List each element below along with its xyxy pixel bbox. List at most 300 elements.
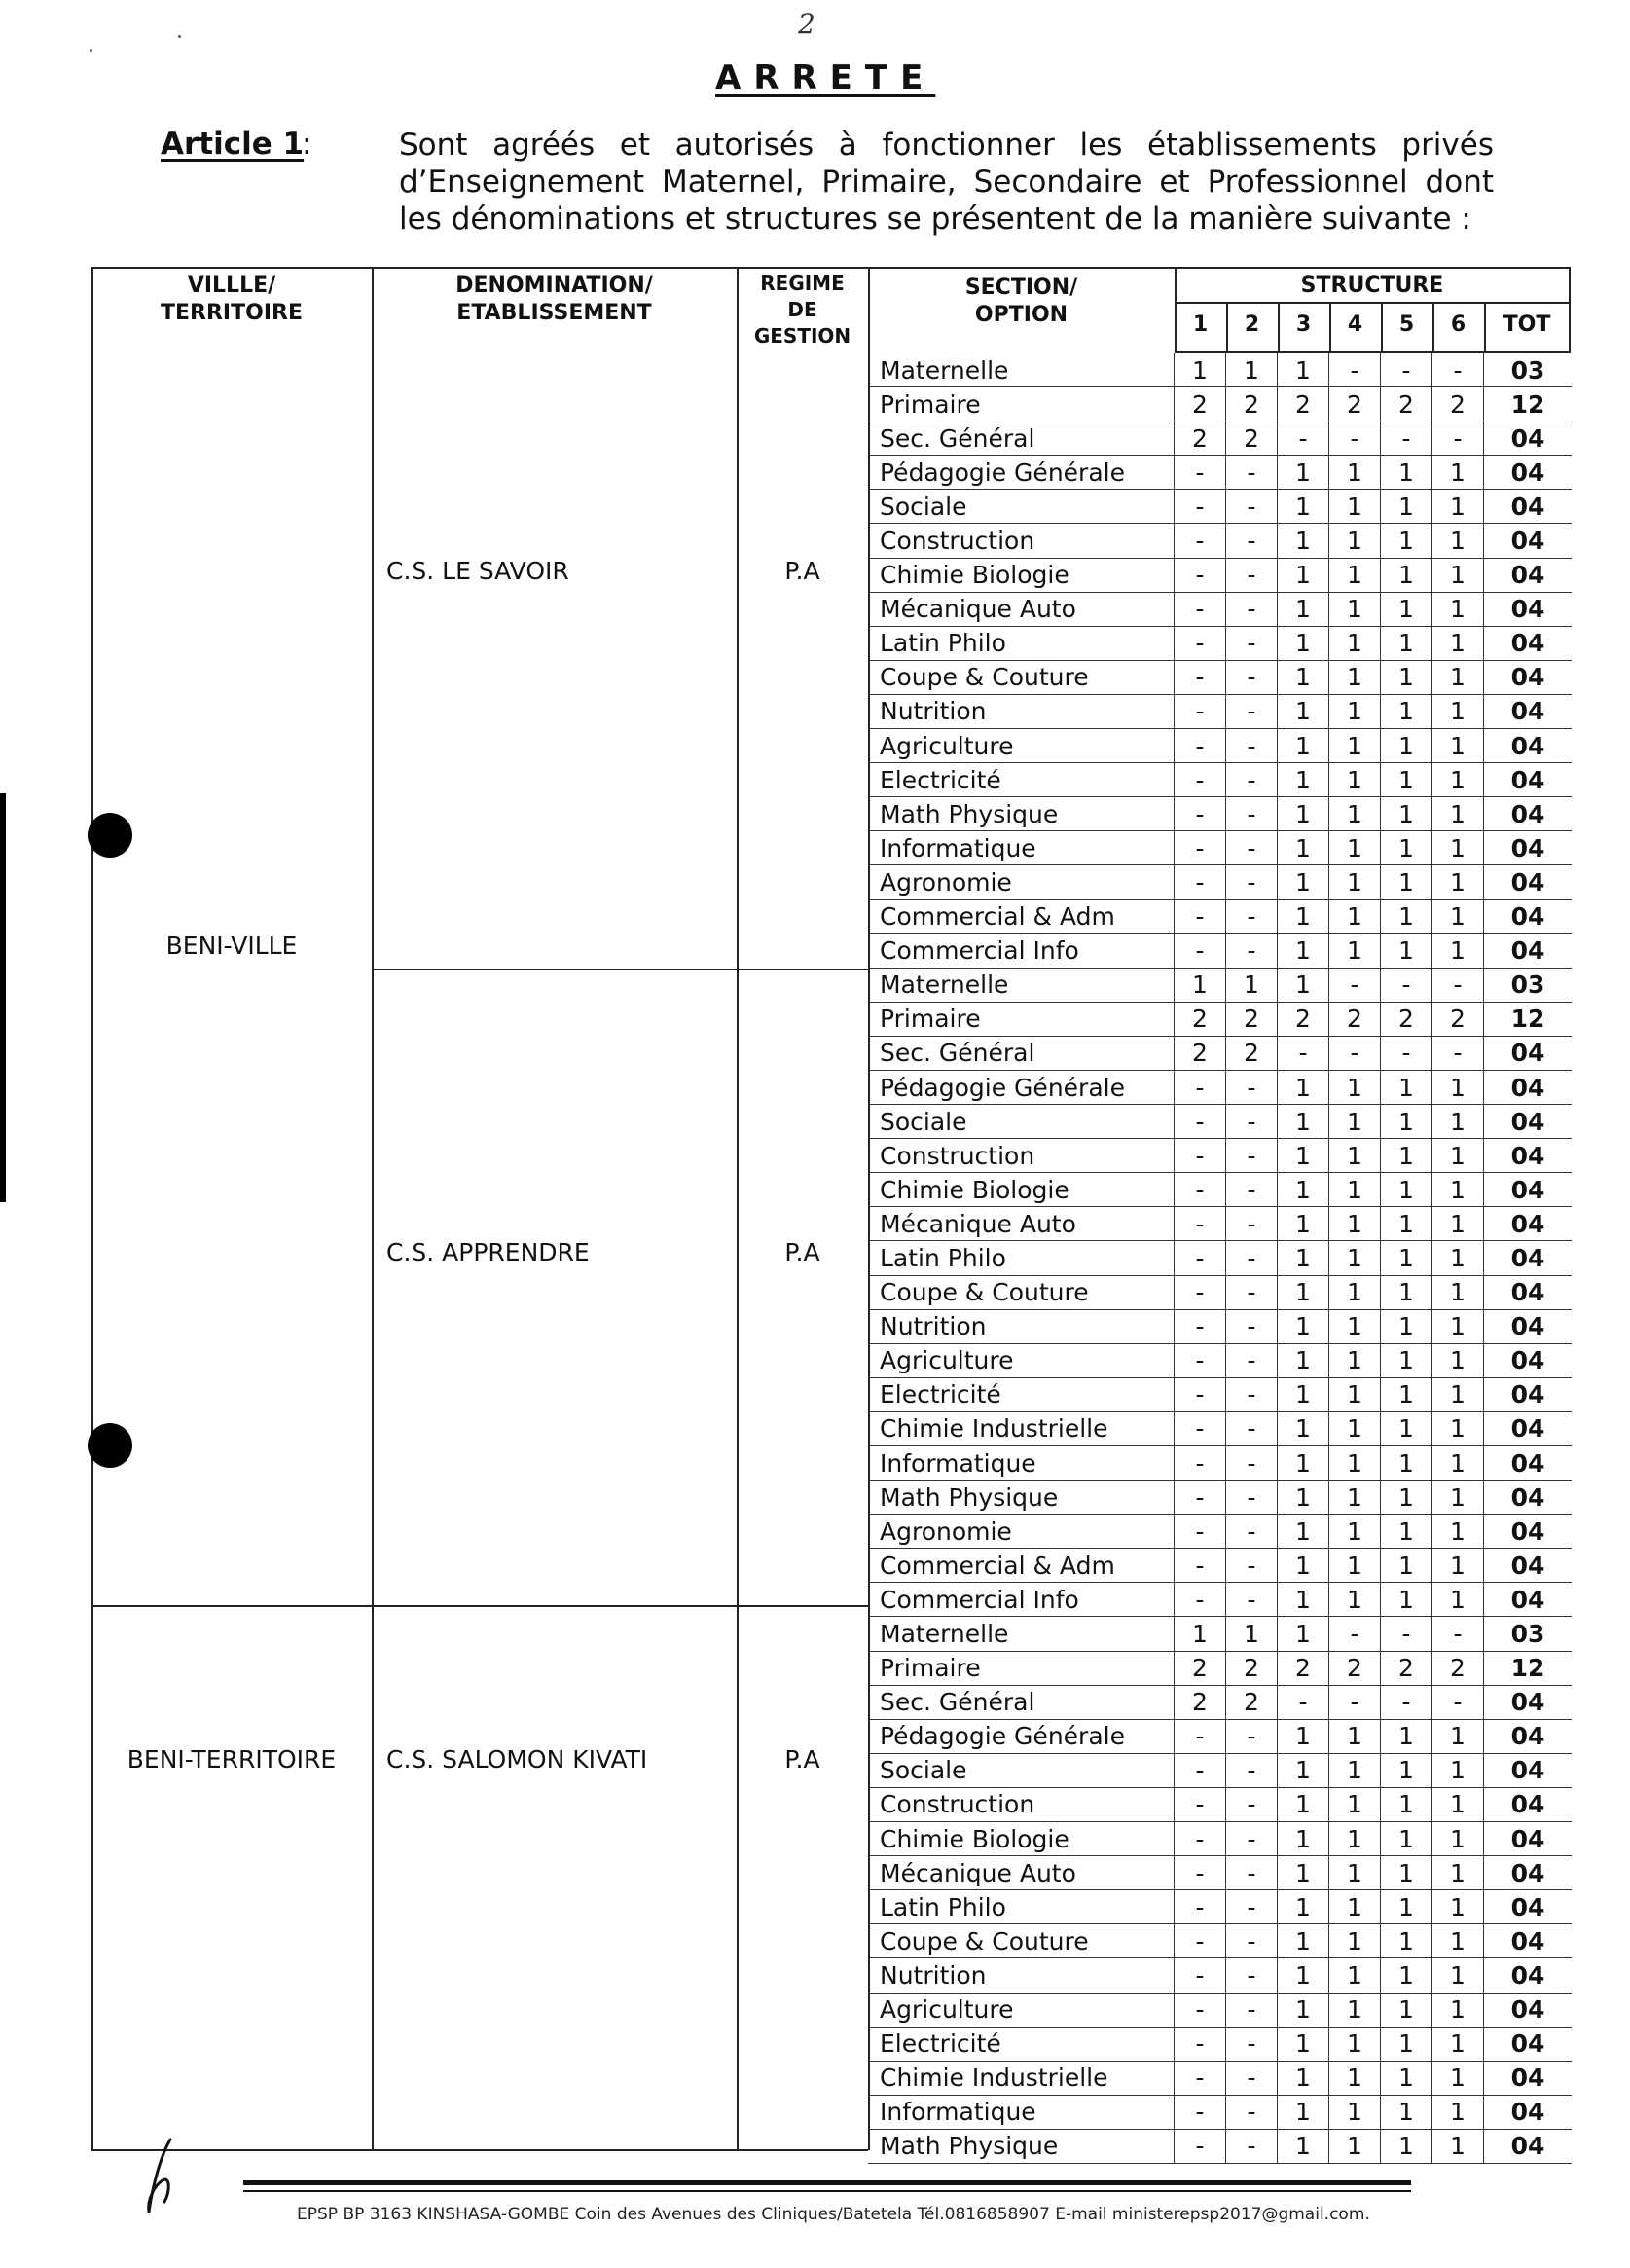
option-cell: Commercial & Adm xyxy=(868,1549,1175,1582)
total-cell: 04 xyxy=(1510,492,1545,521)
total-cell: 04 xyxy=(1510,1790,1545,1819)
year-cell: 1 xyxy=(1432,593,1484,626)
year-cell: 1 xyxy=(1278,2096,1329,2129)
page-number: 2 xyxy=(798,8,815,40)
year-cell: - xyxy=(1226,1515,1278,1548)
year-cell: 1 xyxy=(1329,661,1381,694)
total-cell: 04 xyxy=(1510,1448,1545,1478)
year-cell: 2 xyxy=(1278,1652,1329,1685)
year-cell: 1 xyxy=(1329,1412,1381,1445)
total-cell: 04 xyxy=(1510,2132,1545,2161)
year-cell: 1 xyxy=(1381,524,1432,557)
year-cell: 1 xyxy=(1329,1994,1381,2027)
year-cell: 2 xyxy=(1329,1652,1381,1685)
table-row xyxy=(868,1652,1572,1686)
table-row xyxy=(868,1549,1572,1583)
year-cell: 1 xyxy=(1278,1481,1329,1514)
year-cell: - xyxy=(1381,1686,1432,1719)
option-cell: Primaire xyxy=(868,1652,1175,1685)
total-cell: 04 xyxy=(1510,1995,1545,2025)
school-salomon-kivati: C.S. SALOMON KIVATI xyxy=(386,1745,648,1774)
year-cell: 2 xyxy=(1226,1003,1278,1036)
header-section xyxy=(868,274,1175,329)
year-cell: - xyxy=(1381,353,1432,386)
year-cell: 1 xyxy=(1278,1446,1329,1480)
year-cell: - xyxy=(1175,797,1226,830)
year-cell: 1 xyxy=(1432,1139,1484,1172)
option-cell: Mécanique Auto xyxy=(868,1207,1175,1240)
table-row xyxy=(868,1481,1572,1515)
total-cell: 04 xyxy=(1510,663,1545,692)
year-cell: 1 xyxy=(1432,524,1484,557)
total-cell: 04 xyxy=(1510,1960,1545,1990)
year-cell: 1 xyxy=(1278,1720,1329,1753)
year-cell: 1 xyxy=(1432,1958,1484,1992)
table-row xyxy=(868,2096,1572,2130)
option-cell: Sociale xyxy=(868,1105,1175,1138)
binder-hole xyxy=(88,1423,132,1468)
year-cell: 1 xyxy=(1432,1754,1484,1787)
table-row xyxy=(868,1994,1572,2028)
year-cell: 1 xyxy=(1329,2130,1381,2163)
year-cell: - xyxy=(1226,1139,1278,1172)
table-row xyxy=(868,627,1572,661)
total-cell: 04 xyxy=(1510,799,1545,828)
col-divider-ville xyxy=(372,267,374,2150)
year-cell: - xyxy=(1175,2062,1226,2095)
table-row xyxy=(868,1003,1572,1037)
year-cell: 1 xyxy=(1381,865,1432,898)
option-cell: Chimie Biologie xyxy=(868,559,1175,592)
option-cell: Commercial Info xyxy=(868,1583,1175,1616)
year-cell: - xyxy=(1226,1105,1278,1138)
option-cell: Mécanique Auto xyxy=(868,1856,1175,1889)
year-cell: 1 xyxy=(1381,1549,1432,1582)
year-cell: 1 xyxy=(1329,900,1381,933)
option-cell: Pédagogie Générale xyxy=(868,456,1175,489)
year-cell: 1 xyxy=(1329,1856,1381,1889)
total-cell: 04 xyxy=(1510,833,1545,862)
table-row xyxy=(868,421,1572,456)
table-row xyxy=(868,1856,1572,1890)
year-cell: 1 xyxy=(1432,1310,1484,1343)
total-cell: 04 xyxy=(1510,1551,1545,1580)
year-cell: 1 xyxy=(1329,729,1381,762)
total-cell: 12 xyxy=(1510,389,1545,419)
year-cell: 1 xyxy=(1381,1139,1432,1172)
table-row xyxy=(868,1378,1572,1412)
option-cell: Sec. Général xyxy=(868,1686,1175,1719)
year-cell: - xyxy=(1329,421,1381,455)
option-cell: Chimie Biologie xyxy=(868,1173,1175,1206)
year-cell: 1 xyxy=(1278,1515,1329,1548)
header-ville xyxy=(91,273,372,327)
year-cell: 1 xyxy=(1432,490,1484,523)
table-row xyxy=(868,1583,1572,1617)
year-cell: - xyxy=(1226,865,1278,898)
option-cell: Latin Philo xyxy=(868,1890,1175,1923)
option-cell: Coupe & Couture xyxy=(868,661,1175,694)
total-cell: 04 xyxy=(1510,457,1545,487)
year-cell: - xyxy=(1175,1310,1226,1343)
year-cell: 1 xyxy=(1329,2096,1381,2129)
year-cell: - xyxy=(1175,2096,1226,2129)
total-cell: 04 xyxy=(1510,1926,1545,1956)
year-cell: 1 xyxy=(1381,1071,1432,1104)
total-cell: 04 xyxy=(1510,629,1545,658)
table-row xyxy=(868,1822,1572,1856)
year-cell: - xyxy=(1432,353,1484,386)
table-row xyxy=(868,1617,1572,1651)
year-cell: 1 xyxy=(1381,559,1432,592)
year-cell: - xyxy=(1226,1344,1278,1377)
table-row xyxy=(868,1207,1572,1241)
total-cell: 03 xyxy=(1510,1620,1545,1649)
table-row xyxy=(868,831,1572,865)
year-cell: 1 xyxy=(1278,1924,1329,1957)
year-cell: - xyxy=(1175,2028,1226,2061)
year-cell: - xyxy=(1432,969,1484,1002)
table-row xyxy=(868,1958,1572,1993)
total-cell: 04 xyxy=(1510,1722,1545,1751)
total-cell: 04 xyxy=(1510,1175,1545,1204)
year-cell: 1 xyxy=(1381,1788,1432,1821)
year-cell: 1 xyxy=(1278,2062,1329,2095)
year-cell: 1 xyxy=(1329,763,1381,796)
document-title: ARRETE xyxy=(715,58,936,97)
year-cell: 1 xyxy=(1381,695,1432,728)
option-cell: Primaire xyxy=(868,1003,1175,1036)
year-cell: 2 xyxy=(1381,387,1432,421)
regime-school-2: P.A xyxy=(784,1238,820,1266)
year-cell: 1 xyxy=(1432,2062,1484,2095)
option-cell: Informatique xyxy=(868,1446,1175,1480)
year-cell: - xyxy=(1175,1276,1226,1309)
option-cell: Agriculture xyxy=(868,1994,1175,2027)
header-structure: STRUCTURE xyxy=(1300,274,1444,298)
year-cell: - xyxy=(1432,1037,1484,1070)
total-cell: 04 xyxy=(1510,527,1545,556)
year-cell: 1 xyxy=(1432,865,1484,898)
year-cell: - xyxy=(1175,559,1226,592)
header-year: 1 xyxy=(1192,312,1209,337)
year-cell: 1 xyxy=(1432,1207,1484,1240)
table-row xyxy=(868,2028,1572,2062)
option-cell: Nutrition xyxy=(868,1958,1175,1992)
group-divider-school-1 xyxy=(372,969,868,970)
school-le-savoir: C.S. LE SAVOIR xyxy=(386,557,569,585)
year-cell: 1 xyxy=(1381,1890,1432,1923)
option-cell: Construction xyxy=(868,1139,1175,1172)
header-year: 6 xyxy=(1450,312,1467,337)
year-cell: 1 xyxy=(1381,1378,1432,1411)
year-cell: 1 xyxy=(1278,1207,1329,1240)
year-cell: - xyxy=(1175,1105,1226,1138)
total-cell: 04 xyxy=(1510,595,1545,624)
table-row xyxy=(868,1788,1572,1822)
year-cell: 1 xyxy=(1175,969,1226,1002)
year-cell: - xyxy=(1226,2028,1278,2061)
year-cell: 1 xyxy=(1381,2028,1432,2061)
year-cell: 1 xyxy=(1432,661,1484,694)
year-cell: 1 xyxy=(1329,524,1381,557)
year-cell: - xyxy=(1175,1515,1226,1548)
table-row xyxy=(868,353,1572,387)
total-cell: 04 xyxy=(1510,1312,1545,1341)
year-cell: 1 xyxy=(1432,456,1484,489)
year-cell: 2 xyxy=(1278,387,1329,421)
regime-school-3: P.A xyxy=(784,1745,820,1774)
option-cell: Agriculture xyxy=(868,729,1175,762)
total-cell: 04 xyxy=(1510,2064,1545,2093)
year-cell: 1 xyxy=(1381,1310,1432,1343)
option-cell: Primaire xyxy=(868,387,1175,421)
year-cell: 1 xyxy=(1278,1071,1329,1104)
year-cell: 1 xyxy=(1329,1924,1381,1957)
year-cell: - xyxy=(1175,1856,1226,1889)
option-cell: Coupe & Couture xyxy=(868,1276,1175,1309)
year-cell: - xyxy=(1226,1412,1278,1445)
option-cell: Sociale xyxy=(868,490,1175,523)
option-cell: Sec. Général xyxy=(868,421,1175,455)
option-cell: Math Physique xyxy=(868,797,1175,830)
year-cell: 1 xyxy=(1381,1446,1432,1480)
year-cell: 1 xyxy=(1278,1276,1329,1309)
table-row xyxy=(868,1686,1572,1720)
year-cell: 1 xyxy=(1329,1310,1381,1343)
year-cell: 1 xyxy=(1381,763,1432,796)
total-cell: 04 xyxy=(1510,1346,1545,1375)
year-cell: 1 xyxy=(1278,1549,1329,1582)
year-cell: 1 xyxy=(1432,1924,1484,1957)
year-cell: 1 xyxy=(1432,797,1484,830)
year-cell: 1 xyxy=(1329,1446,1381,1480)
table-row xyxy=(868,1344,1572,1378)
year-cell: 1 xyxy=(1329,627,1381,660)
year-cell: - xyxy=(1175,865,1226,898)
year-cell: - xyxy=(1175,900,1226,933)
year-cell: 1 xyxy=(1329,456,1381,489)
year-cell: 1 xyxy=(1278,1310,1329,1343)
year-cell: 1 xyxy=(1381,2062,1432,2095)
year-cell: - xyxy=(1329,969,1381,1002)
table-row xyxy=(868,865,1572,899)
year-cell: - xyxy=(1175,729,1226,762)
year-cell: - xyxy=(1175,1788,1226,1821)
total-cell: 04 xyxy=(1510,1278,1545,1307)
year-cell: 1 xyxy=(1278,1412,1329,1445)
year-cell: 1 xyxy=(1432,1890,1484,1923)
option-cell: Electricité xyxy=(868,1378,1175,1411)
year-cell: - xyxy=(1329,1686,1381,1719)
year-cell: 2 xyxy=(1432,1652,1484,1685)
article-label: Article 1 xyxy=(161,127,305,162)
year-cell: - xyxy=(1226,934,1278,968)
year-cell: 1 xyxy=(1278,763,1329,796)
table-border-top xyxy=(91,267,1570,269)
school-apprendre: C.S. APPRENDRE xyxy=(386,1238,590,1266)
year-cell: 1 xyxy=(1381,1241,1432,1274)
year-cell: - xyxy=(1175,831,1226,864)
year-cell: - xyxy=(1226,1481,1278,1514)
table-row xyxy=(868,729,1572,763)
year-cell: 1 xyxy=(1329,865,1381,898)
header-denom-line2: ETABLISSEMENT xyxy=(456,301,652,325)
year-cell: - xyxy=(1226,695,1278,728)
year-cell: 1 xyxy=(1432,695,1484,728)
year-cell: 1 xyxy=(1226,1617,1278,1650)
year-cell: 1 xyxy=(1432,1344,1484,1377)
total-cell: 04 xyxy=(1510,1243,1545,1272)
year-cell: 1 xyxy=(1432,1549,1484,1582)
year-cell: - xyxy=(1381,1617,1432,1650)
year-cell: 1 xyxy=(1381,1481,1432,1514)
total-cell: 04 xyxy=(1510,1482,1545,1512)
total-cell: 04 xyxy=(1510,1892,1545,1921)
header-tot: TOT xyxy=(1503,312,1551,337)
header-denomination xyxy=(372,273,737,327)
header-year: 5 xyxy=(1398,312,1415,337)
year-cell: 1 xyxy=(1381,1207,1432,1240)
year-cell: - xyxy=(1329,1617,1381,1650)
option-cell: Electricité xyxy=(868,2028,1175,2061)
header-year: 4 xyxy=(1347,312,1363,337)
total-cell: 04 xyxy=(1510,1517,1545,1546)
year-cell: - xyxy=(1175,1994,1226,2027)
table-row xyxy=(868,797,1572,831)
year-cell: 1 xyxy=(1278,1788,1329,1821)
year-cell: 1 xyxy=(1432,729,1484,762)
header-section-line2: OPTION xyxy=(974,303,1069,327)
table-row xyxy=(868,1310,1572,1344)
table-row xyxy=(868,1105,1572,1139)
year-cell: 1 xyxy=(1278,524,1329,557)
year-cell: 1 xyxy=(1381,1412,1432,1445)
year-cell: - xyxy=(1226,1890,1278,1923)
year-cell: 1 xyxy=(1329,695,1381,728)
option-cell: Math Physique xyxy=(868,2130,1175,2163)
year-cell: 1 xyxy=(1381,2130,1432,2163)
year-cell: 1 xyxy=(1432,1412,1484,1445)
year-cell: 1 xyxy=(1329,2062,1381,2095)
year-cell: 1 xyxy=(1278,969,1329,1002)
total-cell: 04 xyxy=(1510,697,1545,726)
table-row xyxy=(868,1139,1572,1173)
option-cell: Sec. Général xyxy=(868,1037,1175,1070)
year-cell: 2 xyxy=(1175,387,1226,421)
year-cell: 1 xyxy=(1432,763,1484,796)
signature-mark xyxy=(141,2132,199,2219)
year-cell: - xyxy=(1226,1754,1278,1787)
year-cell: - xyxy=(1226,1276,1278,1309)
year-cell: - xyxy=(1175,661,1226,694)
year-cell: - xyxy=(1226,1994,1278,2027)
year-cell: 1 xyxy=(1432,1446,1484,1480)
year-cell: 1 xyxy=(1381,797,1432,830)
total-cell: 03 xyxy=(1510,355,1545,384)
year-cell: 1 xyxy=(1432,1105,1484,1138)
year-cell: 1 xyxy=(1432,2096,1484,2129)
year-cell: 1 xyxy=(1278,1173,1329,1206)
year-cell: 1 xyxy=(1329,1378,1381,1411)
year-cell: 1 xyxy=(1278,2028,1329,2061)
header-section-line1: SECTION/ xyxy=(964,275,1078,300)
table-row xyxy=(868,1754,1572,1788)
table-row xyxy=(868,1276,1572,1310)
year-cell: 1 xyxy=(1278,900,1329,933)
year-cell: - xyxy=(1226,1378,1278,1411)
total-cell: 04 xyxy=(1510,1141,1545,1170)
table-row xyxy=(868,2062,1572,2096)
year-cell: 1 xyxy=(1381,661,1432,694)
year-cell: - xyxy=(1226,900,1278,933)
option-cell: Maternelle xyxy=(868,353,1175,386)
total-cell: 04 xyxy=(1510,1824,1545,1853)
year-cell: - xyxy=(1175,1173,1226,1206)
table-row xyxy=(868,1173,1572,1207)
year-cell: 1 xyxy=(1432,559,1484,592)
year-cell: - xyxy=(1226,1071,1278,1104)
year-cell: 1 xyxy=(1329,1071,1381,1104)
ville-beni-territoire: BENI-TERRITOIRE xyxy=(127,1745,337,1774)
option-cell: Coupe & Couture xyxy=(868,1924,1175,1957)
year-cell: 1 xyxy=(1329,1788,1381,1821)
year-cell: 1 xyxy=(1329,1515,1381,1548)
table-row xyxy=(868,1720,1572,1754)
year-cell: 1 xyxy=(1175,1617,1226,1650)
article-text: Sont agréés et autorisés à fonctionner les établissements privés d’Enseignement Maternel, Primaire, Secondaire et Professionnel dont les dénominations et structures se présentent de la manière suivante : xyxy=(399,128,1494,237)
year-cell: 1 xyxy=(1278,729,1329,762)
total-cell: 04 xyxy=(1510,936,1545,966)
header-ville-line2: TERRITOIRE xyxy=(161,301,303,325)
option-cell: Agriculture xyxy=(868,1344,1175,1377)
year-cell: 1 xyxy=(1432,1481,1484,1514)
year-cell: 1 xyxy=(1381,456,1432,489)
year-cell: 1 xyxy=(1278,1754,1329,1787)
year-cell: 1 xyxy=(1278,695,1329,728)
total-cell: 04 xyxy=(1510,1039,1545,1068)
year-cell: 1 xyxy=(1329,1481,1381,1514)
option-cell: Chimie Industrielle xyxy=(868,1412,1175,1445)
option-cell: Informatique xyxy=(868,831,1175,864)
year-cell: - xyxy=(1226,1822,1278,1855)
table-row xyxy=(868,763,1572,797)
header-year: 3 xyxy=(1295,312,1312,337)
year-cell: - xyxy=(1175,524,1226,557)
year-cell: 1 xyxy=(1381,934,1432,968)
total-cell: 04 xyxy=(1510,867,1545,896)
total-cell: 04 xyxy=(1510,1073,1545,1102)
year-cell: 1 xyxy=(1432,1856,1484,1889)
year-cell: - xyxy=(1175,1344,1226,1377)
option-cell: Pédagogie Générale xyxy=(868,1071,1175,1104)
year-cell: - xyxy=(1175,1378,1226,1411)
year-cell: - xyxy=(1226,831,1278,864)
year-cell: 1 xyxy=(1278,456,1329,489)
year-cell: 1 xyxy=(1278,1139,1329,1172)
table-row xyxy=(868,900,1572,934)
year-cell: - xyxy=(1432,421,1484,455)
total-cell: 04 xyxy=(1510,765,1545,794)
option-cell: Maternelle xyxy=(868,969,1175,1002)
year-cell: 1 xyxy=(1329,934,1381,968)
header-regime-line3: GESTION xyxy=(753,324,851,348)
year-cell: 1 xyxy=(1278,593,1329,626)
year-cell: 2 xyxy=(1432,1003,1484,1036)
total-cell: 04 xyxy=(1510,1380,1545,1409)
year-cell: - xyxy=(1175,1754,1226,1787)
year-cell: 1 xyxy=(1432,934,1484,968)
